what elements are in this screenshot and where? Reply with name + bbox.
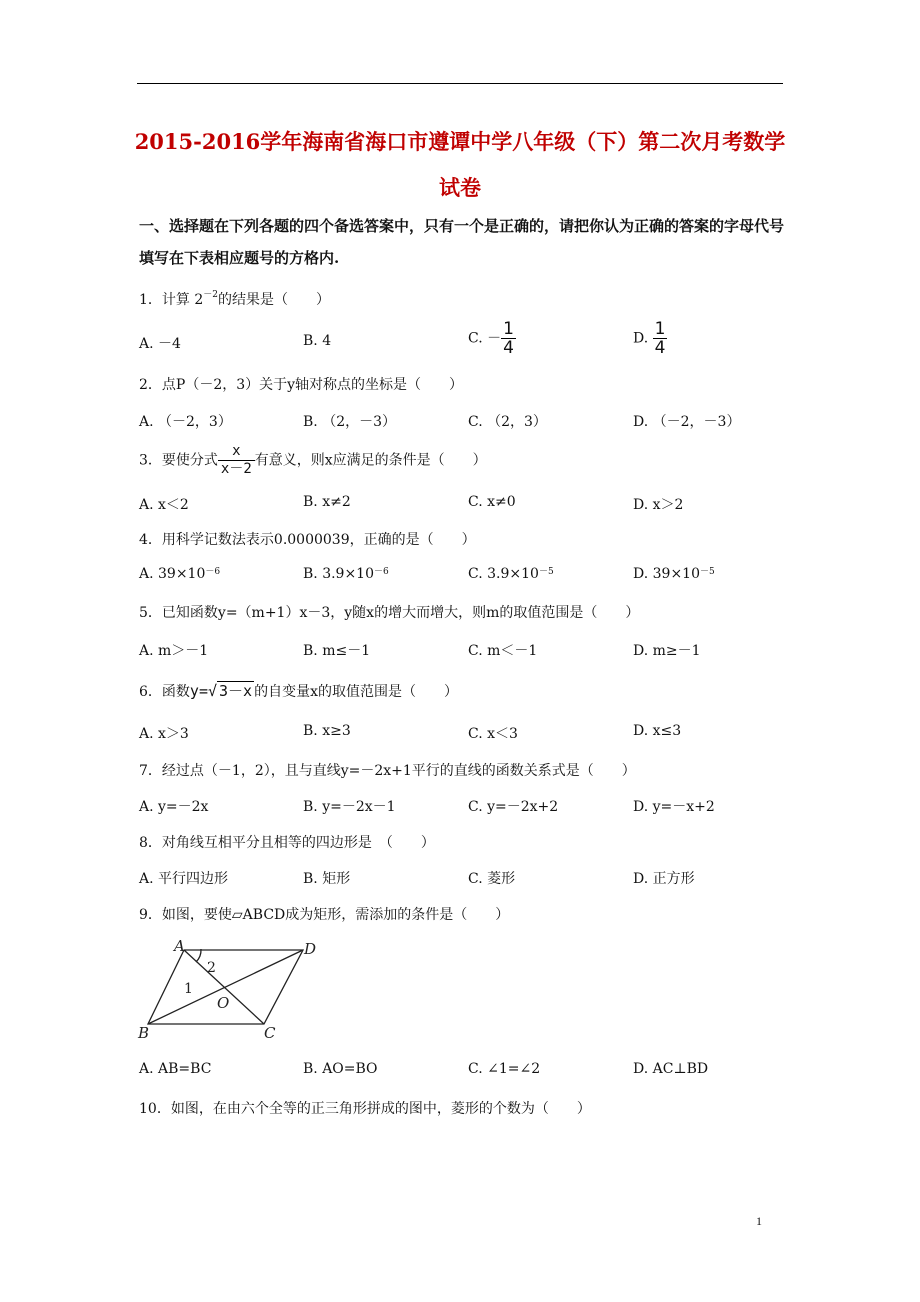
question-8: 8．对角线互相平分且相等的四边形是 （ ） — [139, 835, 435, 851]
section-heading: 一、选择题在下列各题的四个备选答案中，只有一个是正确的，请把你认为正确的答案的字母代号填写在下表相应题号的方格内. — [139, 217, 785, 267]
q6-option-a: A. x＞3 — [139, 726, 189, 742]
question-4: 4．用科学记数法表示0.0000039，正确的是（ ） — [139, 532, 476, 548]
fraction: $\frac{1}{4}$ — [654, 319, 666, 358]
q2-option-b: B. （2，－3） — [303, 414, 397, 430]
q2-option-a: A. （－2，3） — [139, 414, 232, 430]
q5-option-d: D. m≥－1 — [633, 643, 701, 659]
q7-option-c: C. y=－2x+2 — [468, 799, 559, 815]
question-5: 5．已知函数y=（m+1）x－3，y随x的增大而增大，则m的取值范围是（ ） — [139, 605, 640, 621]
question-3: 3．要使分式 $\frac{x}{x-2}$ 有意义，则x应满足的条件是（ ） — [139, 443, 487, 477]
question-6: 6．函数y=√ 3－x 的自变量x的取值范围是（ ） — [139, 682, 458, 700]
q1-option-a: A. －4 — [139, 336, 181, 352]
q1-option-c: C. － $\frac{1}{4}$ — [468, 319, 514, 358]
parallelogram-figure — [136, 938, 326, 1044]
question-2: 2．点P（－2，3）关于y轴对称点的坐标是（ ） — [139, 377, 464, 393]
angle-arc — [196, 949, 201, 962]
q9-option-c: C. ∠1=∠2 — [468, 1061, 541, 1077]
q3-option-b: B. x≠2 — [303, 494, 351, 510]
header-rule — [137, 83, 783, 84]
question-10: 10．如图，在由六个全等的正三角形拼成的图中，菱形的个数为（ ） — [139, 1101, 591, 1117]
fraction: $\frac{x}{x-2}$ — [218, 443, 255, 478]
angle-1-label: 1 — [184, 981, 193, 997]
q5-option-c: C. m＜－1 — [468, 643, 538, 659]
q3-option-c: C. x≠0 — [468, 494, 516, 510]
q8-option-b: B. 矩形 — [303, 871, 351, 887]
page-title-line1: 2015-2016学年海南省海口市遵谭中学八年级（下）第二次月考数学 — [134, 129, 786, 154]
q2-option-d: D. （－2，－3） — [633, 414, 741, 430]
diagonal-bd — [148, 950, 303, 1024]
question-1: 1．计算 $2^{-2}$的结果是（ ） — [139, 290, 330, 308]
q7-option-d: D. y=－x+2 — [633, 799, 715, 815]
vertex-b: B — [138, 1024, 150, 1042]
page-title-line2: 试卷 — [439, 175, 481, 200]
q9-option-b: B. AO=BO — [303, 1061, 378, 1077]
center-o: O — [217, 994, 230, 1012]
q7-option-b: B. y=－2x－1 — [303, 799, 396, 815]
q3-option-d: D. x＞2 — [633, 497, 684, 513]
q5-option-b: B. m≤－1 — [303, 643, 371, 659]
q7-option-a: A. y=－2x — [139, 799, 209, 815]
q9-option-a: A. AB=BC — [139, 1061, 212, 1077]
q8-option-a: A. 平行四边形 — [139, 871, 229, 887]
q4-option-d: D. $39\times 10^{-5}$ — [633, 566, 715, 582]
q6-option-b: B. x≥3 — [303, 723, 351, 739]
q2-option-c: C. （2，3） — [468, 414, 547, 430]
q4-option-b: B. $3.9\times 10^{-6}$ — [303, 566, 389, 582]
q8-option-d: D. 正方形 — [633, 871, 695, 887]
q6-option-c: C. x＜3 — [468, 726, 518, 742]
q4-option-a: A. $39\times 10^{-6}$ — [139, 566, 221, 582]
vertex-a: A — [174, 938, 185, 955]
angle-2-label: 2 — [207, 960, 216, 976]
q1-option-d: D. $\frac{1}{4}$ — [633, 319, 666, 358]
radical-expression: y=√ 3－x — [189, 682, 253, 700]
q4-option-c: C. $3.9\times 10^{-5}$ — [468, 566, 554, 582]
vertex-c: C — [264, 1024, 276, 1042]
q1-option-b: B. 4 — [303, 333, 332, 349]
q9-option-d: D. AC⊥BD — [633, 1061, 709, 1077]
vertex-d: D — [304, 940, 317, 958]
q3-option-a: A. x＜2 — [139, 497, 189, 513]
q8-option-c: C. 菱形 — [468, 871, 516, 887]
fraction: $\frac{1}{4}$ — [503, 319, 514, 358]
q6-option-d: D. x≤3 — [633, 723, 682, 739]
q5-option-a: A. m＞－1 — [139, 643, 209, 659]
question-7: 7．经过点（－1，2），且与直线y=－2x+1平行的直线的函数关系式是（ ） — [139, 763, 636, 779]
question-9: 9．如图，要使▱ABCD成为矩形，需添加的条件是（ ） — [139, 907, 510, 923]
page-number: 1 — [756, 1214, 762, 1228]
